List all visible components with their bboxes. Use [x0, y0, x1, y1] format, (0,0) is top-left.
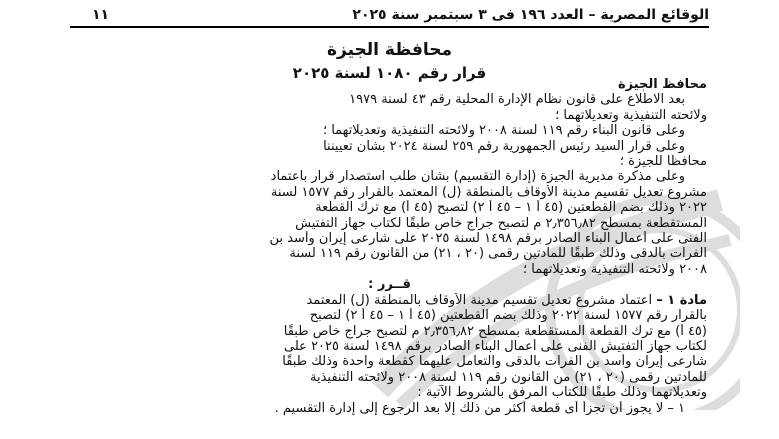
header-rule	[70, 26, 709, 28]
article-line: شارعى إيران وأسد بن الفرات بالدقى والتعامل عليهما كقطعة واحدة وذلك طبقًا	[282, 354, 707, 370]
decree-number: قرار رقم ١٠٨٠ لسنة ٢٠٢٥	[292, 64, 487, 82]
article-text: اعتماد مشروع تعديل تقسيم مدينة الأوقاف بالمنطقة (ل) المعتمد	[306, 292, 653, 308]
preamble-line: الفرات بالدقى وذلك طبقًا للمادتين رقمى (٢٠ ، ٢١) من القانون رقم ١١٩ لسنة	[289, 246, 707, 262]
article-line	[72, 293, 707, 308]
article-label: مادة ١ –	[656, 292, 707, 308]
article-line: بالقرار رقم ١٥٧٧ لسنة ٢٠٢٢ وذلك بضم القطعتين (٤٥ أ ١ – ٤٥ أ ٢) لتصبح	[309, 308, 707, 324]
page-number: ١١	[92, 7, 110, 23]
condition-line: ١ – لا يجوز أن تجزأ أى قطعة أكثر من ذلك إلا بعد الرجوع إلى إدارة التقسيم .	[274, 400, 685, 416]
preamble-line: وعلى قرار السيد رئيس الجمهورية رقم ٢٥٩ لسنة ٢٠٢٤ بشأن تعييننا	[323, 138, 685, 154]
preamble-line: ٢٠٠٨ ولائحته التنفيذية وتعديلاتهما ؛	[523, 261, 707, 277]
article-line: للمادتين رقمى (٢٠ ، ٢١) من القانون رقم ١١٩ لسنة ٢٠٠٨ ولائحته التنفيذية	[310, 369, 707, 385]
issuer-heading: محافظ الجيزة	[617, 77, 707, 92]
preamble-line: الفنى على أعمال البناء الصادر برقم ١٤٩٨ لسنة ٢٠٢٥ على شارعى إيران وأسد بن	[269, 231, 707, 247]
preamble-line: بعد الاطلاع على قانون نظام الإدارة المحلية رقم ٤٣ لسنة ١٩٧٩	[349, 92, 685, 108]
gazette-header-title: الوقائع المصرية – العدد ١٩٦ فى ٣ سبتمبر سنة ٢٠٢٥	[352, 7, 709, 23]
preamble-line: مشروع تعديل تقسيم مدينة الأوقاف بالمنطقة (ل) المعتمد بالقرار رقم ١٥٧٧ لسنة	[270, 184, 707, 200]
decides-heading: قــرر :	[368, 277, 411, 293]
article-line: وتعديلاتهما وذلك طبقًا للكتاب المرفق بالشروط الآتية :	[417, 385, 707, 401]
preamble-line: ٢٠٢٢ وذلك بضم القطعتين (٤٥ أ ١ – ٤٥ أ ٢) لتصبح (٤٥ أ) مع ترك القطعة	[315, 200, 707, 216]
preamble-line: ولائحته التنفيذية وتعديلاتهما ؛	[555, 107, 707, 123]
authority-title: محافظة الجيزة	[326, 40, 453, 60]
article-line: (٤٥ أ) مع ترك القطعة المستقطعة بمسطح ٢٫٣٥٦٫٨٢ م لتصبح جراج خاص طبقًا	[283, 323, 707, 339]
preamble-line: وعلى مذكرة مديرية الجيزة (إدارة التقسيم) بشأن طلب استصدار قرار باعتماد	[270, 169, 685, 185]
preamble-line: محافظًا للجيزة ؛	[619, 154, 707, 170]
preamble-line: المستقطعة بمسطح ٢٫٣٥٦٫٨٢ م لتصبح جراج خاص طبقًا لكتاب جهاز التفتيش	[295, 215, 707, 231]
decree-body	[72, 77, 707, 416]
article-line: لكتاب جهاز التفتيش الفنى على أعمال البناء الصادر برقم ١٤٩٨ لسنة ٢٠٢٥ على	[284, 338, 707, 354]
preamble-line: وعلى قانون البناء رقم ١١٩ لسنة ٢٠٠٨ ولائحته التنفيذية وتعديلاتهما ؛	[322, 123, 685, 139]
page-header	[70, 5, 709, 27]
